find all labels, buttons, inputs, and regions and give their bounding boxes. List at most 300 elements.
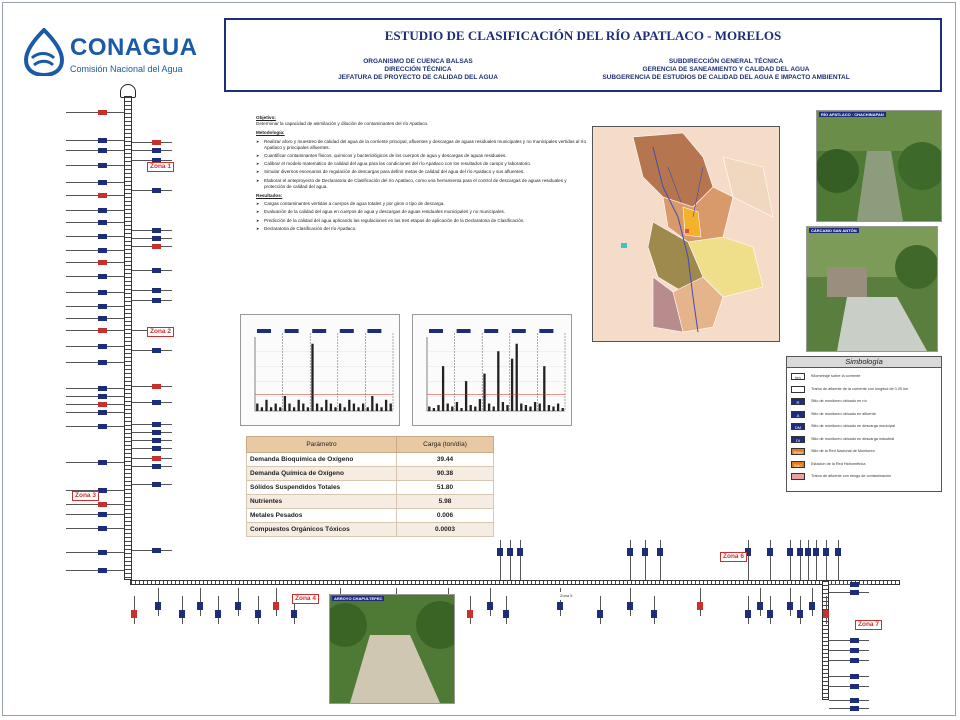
station-marker bbox=[98, 304, 107, 309]
chart-bar bbox=[321, 407, 323, 411]
station-marker bbox=[98, 568, 107, 573]
table-row bbox=[247, 523, 494, 537]
station-marker bbox=[850, 638, 859, 643]
chart-bar bbox=[433, 408, 435, 411]
branch-line bbox=[66, 528, 124, 529]
chart-1-plot bbox=[241, 315, 399, 425]
branch-line bbox=[66, 318, 124, 319]
station-marker bbox=[152, 268, 161, 273]
method-item: ➤ Realizar aforo y muestreo de calidad del agua de la corriente principal, afluentes y descargas de aguas residuales municipales y no municipales vertidas al río Apatlaco y principales afluentes. bbox=[256, 139, 586, 151]
station-marker bbox=[152, 422, 161, 427]
branch-line bbox=[66, 570, 124, 571]
symbology-label: Sitio de monitoreo ubicado en descarga industrial bbox=[811, 436, 895, 441]
poster-header bbox=[224, 18, 942, 92]
method-item: ➤ Elaborar el anteproyecto de Declaratoria de Clasificación del río Apatlaco, como una herramienta para el control de descargas de aguas residuales y protección de calidad del agua. bbox=[256, 178, 586, 190]
symbology-item bbox=[791, 386, 937, 395]
chart-bar bbox=[339, 404, 341, 411]
chart-bar bbox=[543, 366, 545, 411]
symbology-label: Sitio de la Red Nacional de Monitoreo bbox=[811, 449, 875, 453]
station-marker bbox=[215, 610, 221, 618]
chart-bar bbox=[316, 404, 318, 411]
chart-bar bbox=[474, 407, 476, 411]
symbology-swatch: km bbox=[791, 373, 805, 380]
station-marker bbox=[487, 602, 493, 610]
station-marker bbox=[152, 298, 161, 303]
station-marker bbox=[98, 274, 107, 279]
symbology-item bbox=[791, 436, 937, 445]
symbology-item bbox=[791, 373, 937, 382]
station-marker bbox=[850, 582, 859, 587]
station-marker bbox=[850, 648, 859, 653]
branch-line bbox=[829, 640, 869, 641]
chart-zone-tag bbox=[367, 329, 381, 333]
branch-line bbox=[66, 330, 124, 331]
chart-bar bbox=[270, 407, 272, 411]
logo-subtitle: Comisión Nacional del Agua bbox=[70, 64, 183, 74]
chart-bar bbox=[348, 400, 350, 411]
river-lower-channel bbox=[130, 580, 900, 585]
station-marker bbox=[255, 610, 261, 618]
station-marker bbox=[813, 548, 819, 556]
station-marker bbox=[152, 464, 161, 469]
result-item: ➤ Evaluación de la calidad del agua en cuerpos de agua y descargas de aguas residuales municipales y no municipales. bbox=[256, 209, 586, 215]
station-marker bbox=[467, 610, 473, 618]
station-marker bbox=[757, 602, 763, 610]
branch-line bbox=[66, 150, 124, 151]
station-marker bbox=[809, 602, 815, 610]
chart-bar bbox=[562, 408, 564, 411]
station-marker bbox=[642, 548, 648, 556]
station-marker bbox=[823, 548, 829, 556]
branch-line bbox=[66, 236, 124, 237]
branch-line bbox=[829, 676, 869, 677]
chart-zone-tag bbox=[429, 329, 443, 333]
station-marker bbox=[98, 550, 107, 555]
symbology-legend bbox=[786, 356, 942, 492]
symbology-swatch bbox=[791, 473, 805, 480]
chart-bar bbox=[502, 402, 504, 411]
value-cell: 39.44 bbox=[397, 453, 494, 467]
chart-bar bbox=[275, 404, 277, 411]
symbology-swatch: DM bbox=[791, 423, 805, 430]
station-marker bbox=[850, 674, 859, 679]
branch-line bbox=[829, 592, 869, 593]
table-row bbox=[247, 509, 494, 523]
header-left-line: DIRECCIÓN TÉCNICA bbox=[384, 66, 452, 73]
branch-line bbox=[66, 388, 124, 389]
branch-line bbox=[500, 540, 501, 580]
chart-bar bbox=[437, 405, 439, 411]
chart-bar bbox=[362, 404, 364, 411]
symbology-swatch: RNM bbox=[791, 448, 805, 455]
chart-bar bbox=[367, 407, 369, 411]
param-cell: Sólidos Suspendidos Totales bbox=[247, 481, 397, 495]
symbology-swatch: DI bbox=[791, 436, 805, 443]
header-right-line: SUBGERENCIA DE ESTUDIOS DE CALIDAD DEL AGUA E IMPACTO AMBIENTAL bbox=[602, 74, 850, 81]
symbology-swatch bbox=[791, 386, 805, 393]
chart-bar bbox=[529, 407, 531, 411]
station-marker bbox=[787, 548, 793, 556]
chart-bar bbox=[325, 400, 327, 411]
chart-bar bbox=[497, 351, 499, 411]
logo-name: CONAGUA bbox=[70, 34, 198, 61]
branch-line bbox=[66, 262, 124, 263]
branch-line bbox=[66, 222, 124, 223]
branch-line bbox=[66, 182, 124, 183]
branch-line bbox=[66, 462, 124, 463]
symbology-swatch: SAC bbox=[791, 461, 805, 468]
basin-map bbox=[592, 126, 780, 342]
chart-bar bbox=[265, 400, 267, 411]
station-marker bbox=[805, 548, 811, 556]
zone-label: Zona 2 bbox=[147, 327, 174, 337]
header-left-line: JEFATURA DE PROYECTO DE CALIDAD DEL AGUA bbox=[338, 74, 498, 81]
zone-label: Zona 3 bbox=[72, 491, 99, 501]
station-marker bbox=[797, 548, 803, 556]
station-marker bbox=[850, 590, 859, 595]
station-marker bbox=[98, 488, 107, 493]
branch-line bbox=[66, 140, 124, 141]
station-marker bbox=[98, 410, 107, 415]
station-marker bbox=[627, 602, 633, 610]
station-marker bbox=[152, 438, 161, 443]
chart-bar bbox=[302, 404, 304, 411]
method-heading: Metodología: bbox=[256, 130, 285, 136]
chart-bar bbox=[261, 407, 263, 411]
station-marker bbox=[152, 244, 161, 249]
station-marker bbox=[745, 610, 751, 618]
branch-line bbox=[66, 210, 124, 211]
chart-bar bbox=[525, 405, 527, 411]
station-marker bbox=[98, 193, 107, 198]
symbology-label: Sitio de monitoreo ubicado en afluente bbox=[811, 411, 876, 416]
branch-line bbox=[748, 540, 749, 580]
branch-line bbox=[510, 540, 511, 580]
station-marker bbox=[787, 602, 793, 610]
station-marker bbox=[98, 234, 107, 239]
symbology-label: Sitio de monitoreo ubicado en río bbox=[811, 399, 867, 403]
chart-2-plot bbox=[413, 315, 571, 425]
station-marker bbox=[835, 548, 841, 556]
station-marker bbox=[767, 610, 773, 618]
symbology-label: Sitio de monitoreo ubicado en descarga municipal bbox=[811, 424, 896, 428]
station-marker bbox=[152, 384, 161, 389]
branch-line bbox=[66, 404, 124, 405]
station-marker bbox=[98, 138, 107, 143]
river-main-channel bbox=[124, 96, 132, 580]
branch-line bbox=[800, 540, 801, 580]
station-marker bbox=[98, 460, 107, 465]
chart-bar bbox=[390, 404, 392, 411]
branch-line bbox=[770, 540, 771, 580]
station-marker bbox=[597, 610, 603, 618]
value-cell: 0.0003 bbox=[397, 523, 494, 537]
param-cell: Nutrientes bbox=[247, 495, 397, 509]
station-marker bbox=[98, 526, 107, 531]
station-marker bbox=[152, 446, 161, 451]
station-marker bbox=[152, 228, 161, 233]
station-marker bbox=[152, 482, 161, 487]
symbology-item bbox=[791, 398, 937, 407]
param-cell: Metales Pesados bbox=[247, 509, 397, 523]
station-marker bbox=[98, 402, 107, 407]
branch-line bbox=[66, 514, 124, 515]
chart-bar bbox=[298, 400, 300, 411]
station-marker bbox=[627, 548, 633, 556]
station-marker bbox=[98, 248, 107, 253]
chart-bar bbox=[465, 381, 467, 411]
photo-caption: RÍO APATLACO · CHACHINAPAN bbox=[821, 112, 884, 117]
chart-zone-tag bbox=[340, 329, 354, 333]
station-marker bbox=[557, 602, 563, 610]
station-marker bbox=[98, 424, 107, 429]
method-item: ➤ Cuantificar contaminantes físicos, químicos y bacteriológicos de los cuerpos de agua y descargas de aguas residuales. bbox=[256, 153, 586, 159]
station-marker bbox=[507, 548, 513, 556]
chart-bar bbox=[376, 404, 378, 411]
station-marker bbox=[850, 706, 859, 711]
station-marker bbox=[152, 548, 161, 553]
chart-bar bbox=[506, 405, 508, 411]
station-marker bbox=[98, 110, 107, 115]
symbology-label: Estación de la Red Hidrométrica bbox=[811, 461, 866, 466]
station-marker bbox=[797, 610, 803, 618]
chart-bar bbox=[334, 407, 336, 411]
chart-bar bbox=[552, 407, 554, 411]
chart-bar bbox=[483, 374, 485, 411]
station-marker bbox=[850, 684, 859, 689]
table-row bbox=[247, 495, 494, 509]
load-chart-1 bbox=[240, 314, 400, 426]
chart-bar bbox=[493, 407, 495, 411]
chart-bar bbox=[488, 404, 490, 411]
chart-zone-tag bbox=[257, 329, 271, 333]
symbology-title: Simbología bbox=[787, 357, 941, 368]
branch-line bbox=[829, 700, 869, 701]
carcamo-photo-image bbox=[807, 227, 937, 351]
branch-line bbox=[66, 112, 124, 113]
station-marker bbox=[152, 148, 161, 153]
branch-line bbox=[66, 412, 124, 413]
station-marker bbox=[497, 548, 503, 556]
station-marker bbox=[651, 610, 657, 618]
symbology-swatch: A bbox=[791, 411, 805, 418]
chart-bar bbox=[428, 407, 430, 411]
branch-line bbox=[66, 504, 124, 505]
method-item: ➤ Calibrar el modelo matemático de calidad del agua para las condiciones del río Apatlaco con los resultados de campo y laboratorio. bbox=[256, 161, 586, 167]
chart-zone-tag bbox=[285, 329, 299, 333]
station-marker bbox=[98, 180, 107, 185]
station-marker bbox=[131, 610, 137, 618]
station-marker bbox=[98, 220, 107, 225]
objective-heading: Objetivo: bbox=[256, 115, 276, 120]
zone-label: Zona 4 bbox=[292, 594, 319, 604]
branch-line bbox=[66, 195, 124, 196]
chart-bar bbox=[539, 404, 541, 411]
branch-line bbox=[829, 650, 869, 651]
station-marker bbox=[197, 602, 203, 610]
poster-title: ESTUDIO DE CLASIFICACIÓN DEL RÍO APATLACO - MORELOS bbox=[384, 28, 782, 43]
station-marker bbox=[98, 512, 107, 517]
branch-line bbox=[66, 552, 124, 553]
value-cell: 5.98 bbox=[397, 495, 494, 509]
station-marker bbox=[152, 288, 161, 293]
branch-line bbox=[829, 584, 869, 585]
conagua-logo bbox=[22, 28, 198, 78]
branch-line bbox=[66, 346, 124, 347]
table-row bbox=[247, 481, 494, 495]
basin-map-graphic bbox=[593, 127, 779, 341]
photo-arroyo bbox=[329, 594, 455, 704]
symbology-item bbox=[791, 461, 937, 470]
header-right-line: SUBDIRECCIÓN GENERAL TÉCNICA bbox=[668, 58, 784, 65]
chart-bar bbox=[353, 404, 355, 411]
branch-line bbox=[66, 292, 124, 293]
load-chart-2 bbox=[412, 314, 572, 426]
branch-line bbox=[66, 396, 124, 397]
chart-bar bbox=[279, 407, 281, 411]
header-left-line: ORGANISMO DE CUENCA BALSAS bbox=[363, 58, 473, 65]
objective-text: Determinar la capacidad de asimilación y dilución de contaminantes del río Apatlaco. bbox=[256, 121, 429, 127]
chart-zone-tag bbox=[512, 329, 526, 333]
photo-carcamo bbox=[806, 226, 938, 352]
branch-line bbox=[660, 540, 661, 580]
branch-line bbox=[645, 540, 646, 580]
chart-zone-tag bbox=[312, 329, 326, 333]
zone-label: Zona 6 bbox=[720, 552, 747, 562]
station-marker bbox=[850, 658, 859, 663]
station-marker bbox=[850, 698, 859, 703]
value-cell: 0.006 bbox=[397, 509, 494, 523]
chart-bar bbox=[380, 407, 382, 411]
branch-line bbox=[66, 250, 124, 251]
station-marker bbox=[98, 316, 107, 321]
header-right-line: GERENCIA DE SANEAMIENTO Y CALIDAD DEL AGUA bbox=[642, 66, 810, 73]
chart-bar bbox=[470, 405, 472, 411]
chart-bar bbox=[479, 399, 481, 411]
station-marker bbox=[767, 548, 773, 556]
station-marker bbox=[98, 148, 107, 153]
pollutant-load-table bbox=[246, 436, 494, 537]
branch-line bbox=[790, 540, 791, 580]
symbology-swatch: R bbox=[791, 398, 805, 405]
symbology-label: Tramo de afluente con riesgo de contaminación bbox=[811, 474, 892, 478]
zone-label: Zona 1 bbox=[147, 162, 174, 172]
chart-bar bbox=[516, 344, 518, 411]
chart-zone-tag bbox=[457, 329, 471, 333]
branch-line bbox=[808, 540, 809, 580]
chart-bar bbox=[385, 400, 387, 411]
station-marker bbox=[657, 548, 663, 556]
symbology-item bbox=[791, 448, 937, 457]
chart-bar bbox=[447, 404, 449, 411]
station-marker bbox=[152, 348, 161, 353]
station-marker bbox=[152, 430, 161, 435]
chart-zone-tag bbox=[484, 329, 498, 333]
station-marker bbox=[517, 548, 523, 556]
station-marker bbox=[98, 208, 107, 213]
station-marker bbox=[152, 456, 161, 461]
result-item: ➤ Cargas contaminantes vertidas a cuerpos de agua totales y por giros o tipo de descarga. bbox=[256, 201, 586, 207]
station-marker bbox=[98, 360, 107, 365]
station-marker bbox=[98, 344, 107, 349]
chart-bar bbox=[307, 407, 309, 411]
river-photo-image bbox=[817, 111, 941, 221]
chart-bar bbox=[456, 402, 458, 411]
method-item: ➤ Simular diversos escenarios de regulación de descargas para definir metas de calidad del agua del río Apatlaco y sus afluentes. bbox=[256, 169, 586, 175]
branch-line bbox=[520, 540, 521, 580]
branch-line bbox=[66, 276, 124, 277]
param-cell: Compuestos Orgánicos Tóxicos bbox=[247, 523, 397, 537]
chart-bar bbox=[371, 396, 373, 411]
chart-bar bbox=[284, 396, 286, 411]
table-header: Carga (ton/día) bbox=[397, 437, 494, 453]
result-item: ➤ Declaratoria de Clasificación del río Apatlaco. bbox=[256, 226, 586, 232]
station-marker bbox=[273, 602, 279, 610]
result-item: ➤ Predicción de la calidad del agua aplicando las regulaciones en las tres etapas de aplicación de la Declaratoria de Clasificación. bbox=[256, 218, 586, 224]
chart-bar bbox=[520, 404, 522, 411]
photo-caption: ARROYO CHAPULTEPEC bbox=[334, 596, 383, 601]
photo-river-top bbox=[816, 110, 942, 222]
chart-bar bbox=[330, 404, 332, 411]
symbology-item bbox=[791, 423, 937, 432]
branch-line bbox=[826, 540, 827, 580]
zone-label: Zona 7 bbox=[855, 620, 882, 630]
zone-label: Zona 5 bbox=[560, 593, 573, 598]
table-header: Parámetro bbox=[247, 437, 397, 453]
chart-bar bbox=[357, 407, 359, 411]
branch-line bbox=[829, 686, 869, 687]
branch-line bbox=[66, 306, 124, 307]
chart-bar bbox=[442, 366, 444, 411]
chart-bar bbox=[534, 402, 536, 411]
branch-line bbox=[66, 426, 124, 427]
station-marker bbox=[98, 163, 107, 168]
station-marker bbox=[179, 610, 185, 618]
param-cell: Demanda Química de Oxígeno bbox=[247, 467, 397, 481]
table-row bbox=[247, 453, 494, 467]
chart-bar bbox=[557, 404, 559, 411]
station-marker bbox=[152, 188, 161, 193]
chart-bar bbox=[451, 407, 453, 411]
value-cell: 51.80 bbox=[397, 481, 494, 495]
chart-bar bbox=[344, 407, 346, 411]
station-marker bbox=[152, 140, 161, 145]
results-heading: Resultados: bbox=[256, 193, 283, 199]
chart-bar bbox=[311, 344, 313, 411]
symbology-item bbox=[791, 473, 937, 482]
chart-bar bbox=[293, 407, 295, 411]
objective-section bbox=[256, 112, 586, 232]
station-marker bbox=[98, 502, 107, 507]
station-marker bbox=[98, 386, 107, 391]
symbology-label: Kilometraje sobre la corriente bbox=[811, 374, 861, 378]
chart-bar bbox=[511, 359, 513, 411]
header-left-block bbox=[318, 58, 518, 82]
station-marker bbox=[152, 400, 161, 405]
station-marker bbox=[98, 290, 107, 295]
branch-line bbox=[838, 540, 839, 580]
branch-line bbox=[829, 708, 869, 709]
chart-bar bbox=[460, 408, 462, 411]
chart-bar bbox=[256, 404, 258, 411]
value-cell: 90.38 bbox=[397, 467, 494, 481]
param-cell: Demanda Bioquímica de Oxígeno bbox=[247, 453, 397, 467]
branch-line bbox=[816, 540, 817, 580]
station-marker bbox=[235, 602, 241, 610]
header-right-block bbox=[566, 58, 886, 82]
station-marker bbox=[98, 328, 107, 333]
station-marker bbox=[823, 610, 829, 618]
